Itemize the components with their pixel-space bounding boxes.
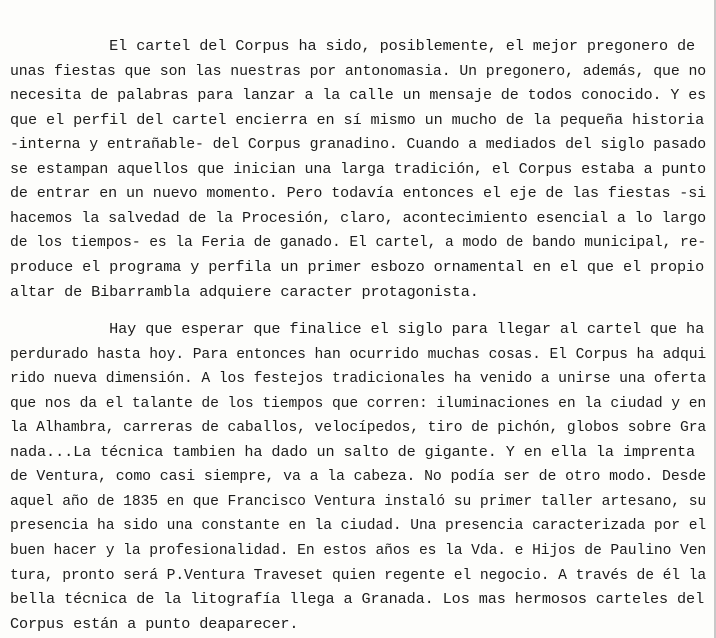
- text-line: que nos da el talante de los tiempos que corren: iluminaciones en la ciudad y en: [10, 393, 707, 412]
- text-line: aquel año de 1835 en que Francisco Ventura instaló su primer taller artesano, su: [10, 491, 707, 510]
- text-line: se estampan aquellos que inician una larga tradición, el Corpus estaba a punto: [10, 159, 707, 178]
- text-line: unas fiestas que son las nuestras por antonomasia. Un pregonero, además, que no: [10, 61, 707, 80]
- text-line: perdurado hasta hoy. Para entonces han ocurrido muchas cosas. El Corpus ha adqui: [10, 344, 707, 363]
- text-line: que el perfil del cartel encierra en sí mismo un mucho de la pequeña historia: [10, 110, 705, 129]
- text-line: presencia ha sido una constante en la ciudad. Una presencia caracterizada por el: [10, 516, 707, 535]
- text-line: nada...La técnica tambien ha dado un salto de gigante. Y en ella la imprenta: [10, 442, 696, 461]
- text-line: la Alhambra, carreras de caballos, velocípedos, tiro de pichón, globos sobre Gra: [10, 418, 707, 437]
- text-line: Corpus están a punto deaparecer.: [10, 614, 299, 633]
- text-line: de los tiempos- es la Feria de ganado. El cartel, a modo de bando municipal, re-: [10, 233, 707, 252]
- text-line: altar de Bibarrambla adquiere caracter protagonista.: [10, 282, 479, 301]
- text-line: rido nueva dimensión. A los festejos tradicionales ha venido a unirse una oferta: [10, 369, 707, 388]
- text-line: de Ventura, como casi siempre, va a la cabeza. No podía ser de otro modo. Desde: [10, 467, 707, 486]
- text-line: necesita de palabras para lanzar a la calle un mensaje de todos conocido. Y es: [10, 86, 707, 105]
- text-line: Hay que esperar que finalice el siglo para llegar al cartel que ha: [10, 320, 705, 338]
- text-line: buen hacer y la profesionalidad. En estos años es la Vda. e Hijos de Paulino Ven: [10, 540, 707, 559]
- text-line: El cartel del Corpus ha sido, posiblemente, el mejor pregonero de: [10, 37, 696, 55]
- text-line: bella técnica de la litografía llega a Granada. Los mas hermosos carteles del: [10, 590, 705, 609]
- text-line: de entrar en un nuevo momento. Pero todavía entonces el eje de las fiestas -si: [10, 184, 707, 203]
- text-line: -interna y entrañable- del Corpus granadino. Cuando a mediados del siglo pasado: [10, 135, 707, 154]
- text-line: tura, pronto será P.Ventura Traveset quien regente el negocio. A través de él la: [10, 565, 707, 584]
- text-line: produce el programa y perfila un primer esbozo ornamental en el que el propio: [10, 257, 705, 276]
- text-line: hacemos la salvedad de la Procesión, claro, acontecimiento esencial a lo largo: [10, 208, 707, 227]
